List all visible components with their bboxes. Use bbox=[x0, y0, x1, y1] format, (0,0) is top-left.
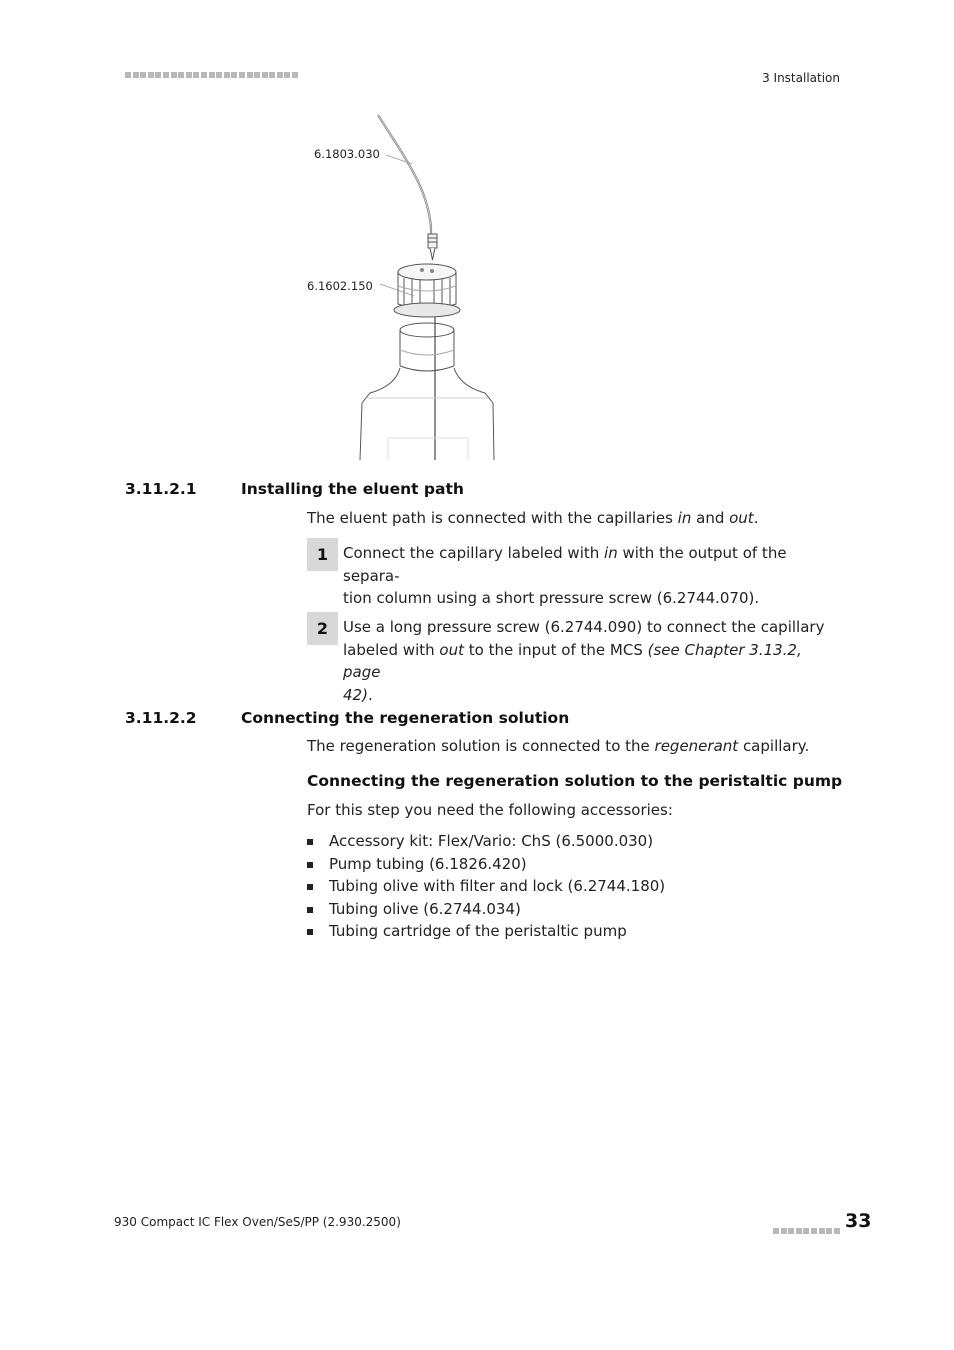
list-item: Tubing olive (6.2744.034) bbox=[307, 898, 665, 921]
cap-part-label: 6.1602.150 bbox=[307, 279, 373, 293]
section-title: Installing the eluent path bbox=[241, 480, 464, 498]
section-number: 3.11.2.2 bbox=[125, 709, 197, 727]
subsection-heading: Connecting the regeneration solution to the peristaltic pump bbox=[307, 772, 843, 790]
section-intro: The regeneration solution is connected to the regenerant capillary. bbox=[307, 737, 810, 755]
capillary-part-label: 6.1803.030 bbox=[314, 147, 380, 161]
accessories-list bbox=[307, 830, 665, 943]
list-item: Tubing cartridge of the peristaltic pump bbox=[307, 920, 665, 943]
footer-decoration bbox=[773, 1219, 841, 1238]
section-title: Connecting the regeneration solution bbox=[241, 709, 570, 727]
chapter-reference-link[interactable]: 42) bbox=[343, 685, 368, 704]
step-number-badge: 2 bbox=[307, 612, 338, 645]
accessories-lead: For this step you need the following accessories: bbox=[307, 801, 673, 819]
list-item: Pump tubing (6.1826.420) bbox=[307, 853, 665, 876]
step-number-badge: 1 bbox=[307, 538, 338, 571]
list-item: Tubing olive with filter and lock (6.2744.180) bbox=[307, 875, 665, 898]
section-number: 3.11.2.1 bbox=[125, 480, 197, 498]
chapter-reference-link[interactable]: (see Chapter 3.13.2, page bbox=[343, 640, 802, 681]
step-instruction: Connect the capillary labeled with in with the output of the separa- tion column using a short pressure screw (6.2744.070). bbox=[343, 544, 787, 607]
header-decoration bbox=[125, 72, 300, 80]
list-item: Accessory kit: Flex/Vario: ChS (6.5000.030) bbox=[307, 830, 665, 853]
footer-product: 930 Compact IC Flex Oven/SeS/PP (2.930.2500) bbox=[114, 1215, 401, 1229]
page-number: 33 bbox=[845, 1210, 872, 1232]
step-instruction: Use a long pressure screw (6.2744.090) to connect the capillary labeled with out to the input of the MCS (see Chapter 3.13.2, page 42). bbox=[343, 618, 825, 704]
section-intro: The eluent path is connected with the capillaries in and out. bbox=[307, 509, 759, 527]
header-chapter: 3 Installation bbox=[762, 71, 840, 85]
